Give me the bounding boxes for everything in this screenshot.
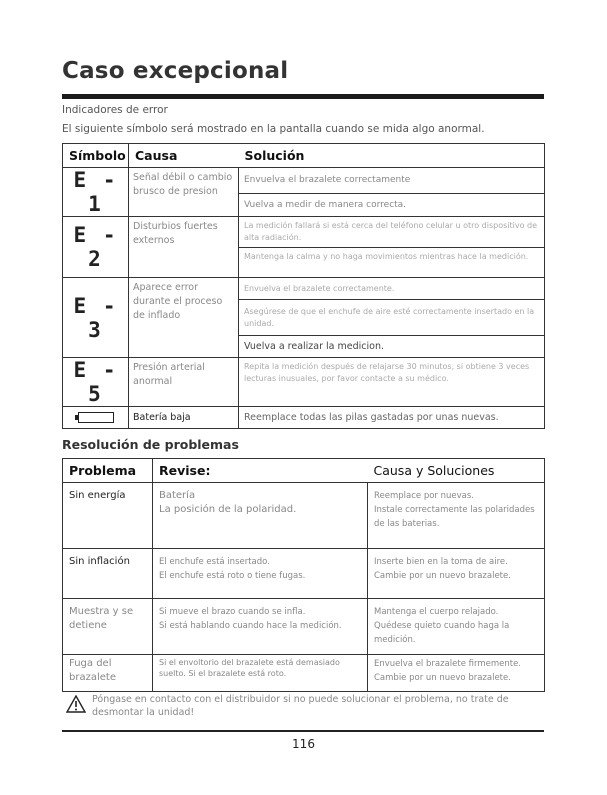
solution-line: Quédese quieto cuando haga la medición. bbox=[374, 621, 510, 645]
solution-line: Cambie por un nuevo brazalete. bbox=[374, 673, 511, 683]
solution-line: Instale correctamente las polaridades de las baterias. bbox=[374, 505, 535, 529]
table-row bbox=[63, 599, 545, 655]
check-line: Si mueve el brazo cuando se infla. bbox=[159, 607, 306, 617]
page-title: Caso excepcional bbox=[62, 58, 289, 84]
header-problem: Problema bbox=[63, 459, 153, 483]
error-solution: La medición fallará si está cerca del teléfono celular u otro dispositivo de alta radiación. bbox=[239, 217, 545, 248]
table-row bbox=[63, 278, 545, 300]
problem-label: Fuga del brazalete bbox=[63, 655, 153, 692]
error-table-header bbox=[63, 144, 545, 168]
warning-note bbox=[66, 693, 544, 719]
error-symbol: E - 3 bbox=[63, 278, 129, 358]
error-solution: Repita la medición después de relajarse 30 minutos, si obtiene 3 veces lecturas inusuales, por favor contacte a su médico. bbox=[239, 358, 545, 407]
problem-check bbox=[153, 599, 368, 655]
solution-line: Mantenga el cuerpo relajado. bbox=[374, 607, 499, 617]
error-symbol: E - 1 bbox=[63, 168, 129, 217]
error-symbol: E - 5 bbox=[63, 358, 129, 407]
problem-label: Muestra y se detiene bbox=[63, 599, 153, 655]
table-row bbox=[63, 549, 545, 599]
low-battery-icon bbox=[78, 412, 114, 423]
battery-symbol-cell bbox=[63, 407, 129, 429]
problem-solution bbox=[368, 599, 545, 655]
check-line: Batería bbox=[159, 490, 196, 501]
error-cause: Disturbios fuertes externos bbox=[129, 217, 239, 278]
table-row bbox=[63, 655, 545, 692]
table-row bbox=[63, 407, 545, 429]
solution-line: Cambie por un nuevo brazalete. bbox=[374, 571, 511, 581]
header-check: Revise: bbox=[153, 459, 368, 483]
error-solution: Asegúrese de que el enchufe de aire esté correctamente insertado en la unidad. bbox=[239, 300, 545, 336]
header-cause: Causa bbox=[129, 144, 239, 168]
solution-line: Envuelva el brazalete firmemente. bbox=[374, 659, 521, 669]
table-row bbox=[63, 217, 545, 248]
check-line: El enchufe está insertado. bbox=[159, 557, 270, 567]
problem-solution bbox=[368, 655, 545, 692]
table-row bbox=[63, 358, 545, 407]
error-cause: Batería baja bbox=[129, 407, 239, 429]
error-solution: Reemplace todas las pilas gastadas por unas nuevas. bbox=[239, 407, 545, 429]
title-rule bbox=[62, 94, 544, 99]
error-cause: Presión arterial anormal bbox=[129, 358, 239, 407]
solution-line: Inserte bien en la toma de aire. bbox=[374, 557, 508, 567]
error-solution: Envuelva el brazalete correctamente. bbox=[239, 278, 545, 300]
error-solution: Vuelva a medir de manera correcta. bbox=[239, 193, 545, 216]
error-cause: Aparece error durante el proceso de inflado bbox=[129, 278, 239, 358]
table-row bbox=[63, 168, 545, 194]
check-line: Si está hablando cuando hace la medición. bbox=[159, 621, 342, 631]
error-symbol: E - 2 bbox=[63, 217, 129, 278]
problem-solution bbox=[368, 549, 545, 599]
warning-icon bbox=[66, 695, 86, 713]
solution-line: Reemplace por nuevas. bbox=[374, 491, 474, 501]
troubleshooting-header bbox=[63, 459, 545, 483]
warning-text: Póngase en contacto con el distribuidor si no puede solucionar el problema, no trate de desmontar la unidad! bbox=[92, 694, 509, 718]
problem-check: Si el envoltorio del brazalete está demasiado suelto. Si el brazalete está roto. bbox=[153, 655, 368, 692]
error-table bbox=[62, 143, 545, 429]
header-solution: Solución bbox=[239, 144, 545, 168]
error-solution: Mantenga la calma y no haga movimientos mientras hace la medición. bbox=[239, 248, 545, 278]
page-number: 116 bbox=[292, 737, 315, 751]
problem-check bbox=[153, 549, 368, 599]
footer-rule bbox=[62, 730, 544, 732]
check-line: La posición de la polaridad. bbox=[159, 504, 297, 515]
problem-label: Sin energía bbox=[63, 483, 153, 549]
check-line: El enchufe está roto o tiene fugas. bbox=[159, 571, 306, 581]
error-solution: Vuelva a realizar la medicion. bbox=[239, 336, 545, 358]
error-solution: Envuelva el brazalete correctamente bbox=[239, 168, 545, 194]
header-symbol: Símbolo bbox=[63, 144, 129, 168]
intro-text: El siguiente símbolo será mostrado en la pantalla cuando se mida algo anormal. bbox=[62, 123, 485, 135]
troubleshooting-title: Resolución de problemas bbox=[62, 437, 239, 452]
error-cause: Señal débil o cambio brusco de presion bbox=[129, 168, 239, 217]
troubleshooting-table bbox=[62, 458, 545, 692]
intro-heading: Indicadores de error bbox=[62, 104, 168, 116]
problem-check bbox=[153, 483, 368, 549]
table-row bbox=[63, 483, 545, 549]
header-solutions: Causa y Soluciones bbox=[368, 459, 545, 483]
problem-label: Sin inflación bbox=[63, 549, 153, 599]
problem-solution bbox=[368, 483, 545, 549]
